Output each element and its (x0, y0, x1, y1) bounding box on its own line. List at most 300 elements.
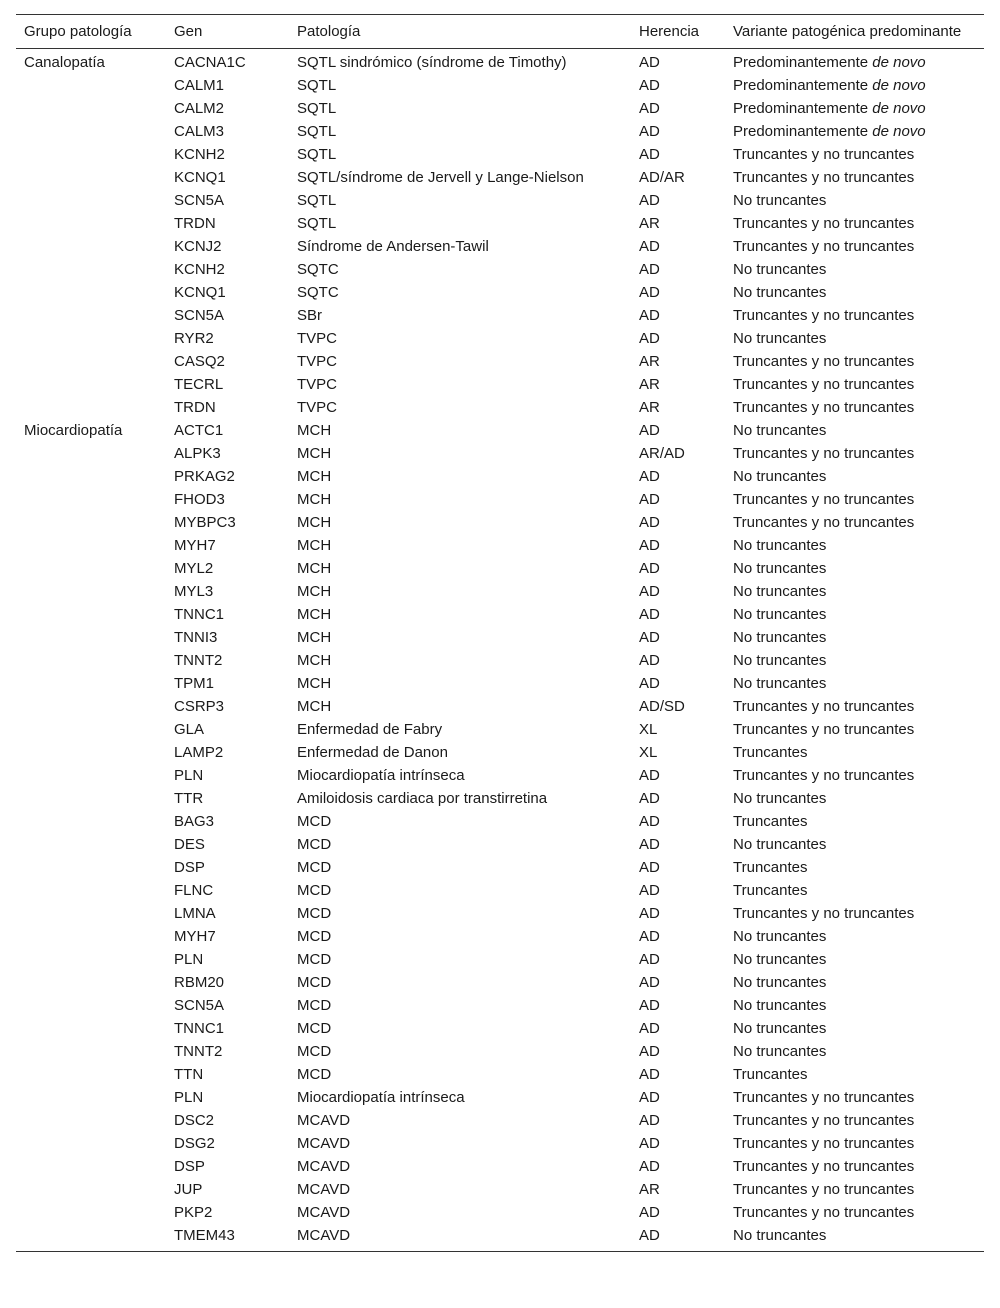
table-row (16, 603, 984, 626)
variant-text: No truncantes (733, 1020, 827, 1037)
variant-text: Predominantemente (733, 123, 873, 140)
table-row (16, 419, 984, 442)
cell-pathology: Amiloidosis cardiaca por transtirretina (297, 790, 548, 807)
cell-pathology: TVPC (297, 376, 338, 393)
cell-variant (725, 534, 984, 557)
cell-pathology: MCH (297, 606, 332, 623)
cell-group (16, 557, 166, 580)
cell-variant (725, 1178, 984, 1201)
cell-gene: MYH7 (174, 928, 216, 945)
variant-text: Truncantes y no truncantes (733, 146, 915, 163)
cell-inheritance: AD (639, 491, 660, 508)
cell-pathology: SQTC (297, 261, 339, 278)
variant-text: Truncantes y no truncantes (733, 169, 915, 186)
variant-text: Truncantes y no truncantes (733, 307, 915, 324)
cell-gene: PRKAG2 (174, 468, 235, 485)
cell-gene: TMEM43 (174, 1227, 235, 1244)
cell-variant (725, 718, 984, 741)
cell-pathology: SQTL/síndrome de Jervell y Lange-Nielson (297, 169, 584, 186)
table-row (16, 787, 984, 810)
cell-pathology: MCH (297, 445, 332, 462)
cell-variant (725, 235, 984, 258)
cell-pathology: MCD (297, 997, 332, 1014)
table-row (16, 649, 984, 672)
cell-gene: KCNH2 (174, 261, 225, 278)
cell-group (16, 879, 166, 902)
cell-gene: MYH7 (174, 537, 216, 554)
cell-group (16, 649, 166, 672)
header-inheritance: Herencia (639, 23, 700, 40)
variant-text: Truncantes y no truncantes (733, 353, 915, 370)
table-row (16, 49, 984, 75)
cell-variant (725, 442, 984, 465)
cell-inheritance: AD (639, 284, 660, 301)
variant-text: Truncantes y no truncantes (733, 215, 915, 232)
cell-pathology: TVPC (297, 353, 338, 370)
cell-pathology: MCD (297, 859, 332, 876)
cell-pathology: MCH (297, 675, 332, 692)
header-group: Grupo patología (24, 23, 132, 40)
cell-inheritance: XL (639, 721, 658, 738)
cell-variant (725, 258, 984, 281)
cell-gene: DSC2 (174, 1112, 215, 1129)
variant-text: No truncantes (733, 537, 827, 554)
cell-inheritance: AD (639, 629, 660, 646)
table-row (16, 304, 984, 327)
cell-group (16, 235, 166, 258)
cell-inheritance: AD (639, 767, 660, 784)
table-row (16, 971, 984, 994)
cell-group (16, 189, 166, 212)
cell-gene: CACNA1C (174, 54, 246, 71)
cell-pathology: MCH (297, 514, 332, 531)
cell-pathology: MCH (297, 491, 332, 508)
variant-text: Truncantes (733, 1066, 808, 1083)
cell-group (16, 1063, 166, 1086)
variant-text: Truncantes (733, 744, 808, 761)
cell-inheritance: AD (639, 1135, 660, 1152)
cell-inheritance: AD (639, 1158, 660, 1175)
variant-text: No truncantes (733, 1043, 827, 1060)
cell-pathology: SQTL sindrómico (síndrome de Timothy) (297, 54, 567, 71)
cell-variant (725, 557, 984, 580)
table-row (16, 373, 984, 396)
cell-gene: SCN5A (174, 997, 225, 1014)
table-row (16, 212, 984, 235)
cell-gene: CALM3 (174, 123, 225, 140)
cell-variant (725, 787, 984, 810)
variant-text: Truncantes y no truncantes (733, 376, 915, 393)
cell-inheritance: AR (639, 1181, 660, 1198)
cell-variant (725, 1017, 984, 1040)
cell-gene: PKP2 (174, 1204, 213, 1221)
cell-group (16, 166, 166, 189)
cell-inheritance: AD (639, 583, 660, 600)
cell-group (16, 304, 166, 327)
variant-text: No truncantes (733, 836, 827, 853)
cell-pathology: MCD (297, 1066, 332, 1083)
cell-variant (725, 902, 984, 925)
cell-inheritance: AD (639, 882, 660, 899)
cell-inheritance: AD (639, 997, 660, 1014)
cell-gene: TECRL (174, 376, 224, 393)
table-row (16, 1155, 984, 1178)
header-pathology: Patología (297, 23, 361, 40)
cell-group (16, 1040, 166, 1063)
cell-inheritance: AD (639, 123, 660, 140)
cell-pathology: MCD (297, 905, 332, 922)
cell-variant (725, 488, 984, 511)
table-header (16, 15, 984, 49)
cell-pathology: MCD (297, 836, 332, 853)
cell-inheritance: AD (639, 905, 660, 922)
table-row (16, 258, 984, 281)
cell-inheritance: AD (639, 468, 660, 485)
cell-variant (725, 948, 984, 971)
variant-text: No truncantes (733, 560, 827, 577)
cell-pathology: Miocardiopatía intrínseca (297, 767, 465, 784)
cell-inheritance: AD (639, 1112, 660, 1129)
cell-pathology: Miocardiopatía intrínseca (297, 1089, 465, 1106)
cell-variant (725, 1132, 984, 1155)
cell-gene: BAG3 (174, 813, 215, 830)
cell-gene: PLN (174, 767, 204, 784)
cell-gene: TNNC1 (174, 606, 225, 623)
cell-group (16, 327, 166, 350)
variant-text: Truncantes y no truncantes (733, 1135, 915, 1152)
cell-group (16, 511, 166, 534)
table-row (16, 143, 984, 166)
cell-group (16, 902, 166, 925)
table-row (16, 350, 984, 373)
cell-pathology: SQTL (297, 100, 337, 117)
table-row (16, 1178, 984, 1201)
cell-pathology: SQTL (297, 146, 337, 163)
cell-group (16, 396, 166, 419)
cell-pathology: MCAVD (297, 1158, 351, 1175)
cell-inheritance: AD (639, 1089, 660, 1106)
cell-gene: DSP (174, 859, 205, 876)
variant-text: No truncantes (733, 629, 827, 646)
cell-variant (725, 304, 984, 327)
cell-variant (725, 373, 984, 396)
table-row (16, 672, 984, 695)
table-row (16, 465, 984, 488)
cell-inheritance: AD (639, 928, 660, 945)
table-row (16, 764, 984, 787)
table-row (16, 1132, 984, 1155)
table-row (16, 879, 984, 902)
cell-gene: GLA (174, 721, 205, 738)
variant-text: No truncantes (733, 928, 827, 945)
cell-pathology: MCAVD (297, 1181, 351, 1198)
cell-pathology: MCH (297, 629, 332, 646)
variant-text: Truncantes y no truncantes (733, 721, 915, 738)
cell-group (16, 1132, 166, 1155)
cell-pathology: MCD (297, 951, 332, 968)
variant-text: Predominantemente (733, 100, 873, 117)
cell-pathology: MCH (297, 698, 332, 715)
cell-gene: KCNH2 (174, 146, 225, 163)
cell-variant (725, 856, 984, 879)
cell-variant (725, 580, 984, 603)
cell-group (16, 465, 166, 488)
cell-group (16, 97, 166, 120)
cell-variant (725, 189, 984, 212)
cell-group (16, 1155, 166, 1178)
cell-inheritance: AR/AD (639, 445, 685, 462)
cell-group (16, 764, 166, 787)
cell-inheritance: AD (639, 652, 660, 669)
cell-group (16, 350, 166, 373)
cell-group (16, 1224, 166, 1252)
cell-group (16, 948, 166, 971)
variant-text: Truncantes (733, 882, 808, 899)
cell-gene: CSRP3 (174, 698, 225, 715)
cell-variant (725, 764, 984, 787)
variant-text: No truncantes (733, 1227, 827, 1244)
cell-gene: MYBPC3 (174, 514, 236, 531)
cell-inheritance: AD (639, 813, 660, 830)
cell-gene: DSG2 (174, 1135, 215, 1152)
cell-inheritance: AD/SD (639, 698, 685, 715)
cell-pathology: MCH (297, 583, 332, 600)
cell-group (16, 810, 166, 833)
cell-variant (725, 74, 984, 97)
cell-inheritance: AR (639, 399, 660, 416)
cell-gene: TPM1 (174, 675, 215, 692)
cell-variant (725, 994, 984, 1017)
cell-inheritance: AD (639, 422, 660, 439)
cell-gene: KCNJ2 (174, 238, 222, 255)
cell-gene: KCNQ1 (174, 284, 226, 301)
cell-gene: MYL2 (174, 560, 214, 577)
cell-variant (725, 97, 984, 120)
cell-inheritance: AD (639, 1227, 660, 1244)
cell-variant (725, 1040, 984, 1063)
variant-text: Truncantes (733, 813, 808, 830)
cell-variant (725, 350, 984, 373)
cell-variant (725, 419, 984, 442)
cell-inheritance: AD (639, 790, 660, 807)
cell-variant (725, 672, 984, 695)
table-row (16, 718, 984, 741)
cell-pathology: SQTL (297, 215, 337, 232)
cell-variant (725, 833, 984, 856)
cell-inheritance: AD (639, 859, 660, 876)
variant-text: No truncantes (733, 790, 827, 807)
cell-gene: TNNT2 (174, 652, 223, 669)
cell-gene: TNNT2 (174, 1043, 223, 1060)
cell-group (16, 695, 166, 718)
cell-inheritance: XL (639, 744, 658, 761)
cell-gene: TNNI3 (174, 629, 218, 646)
cell-variant (725, 166, 984, 189)
cell-group: Miocardiopatía (24, 422, 123, 439)
cell-group (16, 488, 166, 511)
cell-gene: TRDN (174, 399, 216, 416)
genes-table (16, 14, 984, 1252)
variant-text: No truncantes (733, 192, 827, 209)
table-row (16, 1017, 984, 1040)
table-row (16, 511, 984, 534)
cell-variant (725, 603, 984, 626)
variant-text: No truncantes (733, 652, 827, 669)
table-row (16, 1086, 984, 1109)
cell-variant (725, 465, 984, 488)
table-row (16, 741, 984, 764)
cell-pathology: MCH (297, 422, 332, 439)
cell-pathology: Enfermedad de Fabry (297, 721, 443, 738)
cell-inheritance: AD (639, 951, 660, 968)
cell-variant (725, 1224, 984, 1252)
variant-text: No truncantes (733, 422, 827, 439)
cell-group (16, 925, 166, 948)
cell-pathology: MCH (297, 560, 332, 577)
cell-group (16, 74, 166, 97)
variant-text: No truncantes (733, 997, 827, 1014)
cell-variant (725, 626, 984, 649)
cell-inheritance: AR (639, 353, 660, 370)
table-row (16, 74, 984, 97)
cell-pathology: MCH (297, 537, 332, 554)
cell-gene: ACTC1 (174, 422, 224, 439)
cell-group (16, 442, 166, 465)
cell-gene: ALPK3 (174, 445, 221, 462)
table-row (16, 626, 984, 649)
cell-group (16, 580, 166, 603)
cell-gene: KCNQ1 (174, 169, 226, 186)
cell-inheritance: AD (639, 560, 660, 577)
table-row (16, 534, 984, 557)
cell-group (16, 1109, 166, 1132)
cell-group (16, 534, 166, 557)
variant-text: Truncantes y no truncantes (733, 698, 915, 715)
header-gene: Gen (174, 23, 203, 40)
cell-group (16, 281, 166, 304)
table-row (16, 856, 984, 879)
variant-text: Truncantes y no truncantes (733, 1158, 915, 1175)
cell-group (16, 1086, 166, 1109)
variant-text: Truncantes y no truncantes (733, 1112, 915, 1129)
cell-pathology: MCD (297, 882, 332, 899)
cell-inheritance: AD (639, 606, 660, 623)
table-row (16, 810, 984, 833)
cell-group (16, 994, 166, 1017)
cell-group (16, 741, 166, 764)
table-row (16, 166, 984, 189)
variant-text: No truncantes (733, 284, 827, 301)
cell-inheritance: AR (639, 215, 660, 232)
cell-inheritance: AD (639, 675, 660, 692)
variant-emphasis: de novo (872, 54, 926, 71)
cell-pathology: MCAVD (297, 1135, 351, 1152)
cell-variant (725, 1063, 984, 1086)
cell-inheritance: AD (639, 1043, 660, 1060)
cell-variant (725, 741, 984, 764)
cell-gene: PLN (174, 1089, 204, 1106)
cell-gene: FHOD3 (174, 491, 225, 508)
cell-gene: SCN5A (174, 307, 225, 324)
variant-text: Truncantes (733, 859, 808, 876)
cell-inheritance: AD (639, 330, 660, 347)
cell-variant (725, 327, 984, 350)
cell-gene: FLNC (174, 882, 214, 899)
cell-pathology: MCD (297, 928, 332, 945)
table-row (16, 1201, 984, 1224)
cell-inheritance: AD (639, 307, 660, 324)
cell-inheritance: AD (639, 514, 660, 531)
cell-variant (725, 810, 984, 833)
cell-variant (725, 143, 984, 166)
cell-gene: SCN5A (174, 192, 225, 209)
cell-gene: JUP (174, 1181, 203, 1198)
cell-gene: CASQ2 (174, 353, 225, 370)
cell-variant (725, 1109, 984, 1132)
cell-inheritance: AD (639, 261, 660, 278)
table-row (16, 1063, 984, 1086)
cell-gene: DES (174, 836, 205, 853)
cell-variant (725, 1155, 984, 1178)
cell-inheritance: AD/AR (639, 169, 685, 186)
table-body (16, 49, 984, 1252)
cell-pathology: MCD (297, 974, 332, 991)
cell-group (16, 603, 166, 626)
table-row (16, 281, 984, 304)
cell-variant (725, 649, 984, 672)
cell-group (16, 1201, 166, 1224)
cell-group (16, 373, 166, 396)
header-row (16, 15, 984, 49)
table-row (16, 833, 984, 856)
cell-gene: DSP (174, 1158, 205, 1175)
cell-inheritance: AD (639, 54, 660, 71)
cell-inheritance: AD (639, 974, 660, 991)
variant-text: Truncantes y no truncantes (733, 1089, 915, 1106)
cell-group (16, 971, 166, 994)
cell-inheritance: AD (639, 77, 660, 94)
variant-emphasis: de novo (872, 123, 926, 140)
cell-variant (725, 1201, 984, 1224)
cell-pathology: MCAVD (297, 1204, 351, 1221)
table-row (16, 902, 984, 925)
variant-emphasis: de novo (872, 100, 926, 117)
cell-inheritance: AR (639, 376, 660, 393)
cell-pathology: MCAVD (297, 1112, 351, 1129)
variant-text: Truncantes y no truncantes (733, 905, 915, 922)
cell-group (16, 120, 166, 143)
variant-text: No truncantes (733, 468, 827, 485)
cell-gene: RYR2 (174, 330, 214, 347)
cell-variant (725, 120, 984, 143)
table-row (16, 97, 984, 120)
cell-variant (725, 925, 984, 948)
cell-group (16, 856, 166, 879)
header-variant: Variante patogénica predominante (733, 23, 962, 40)
variant-text: No truncantes (733, 606, 827, 623)
table-row (16, 557, 984, 580)
cell-variant (725, 212, 984, 235)
cell-pathology: TVPC (297, 399, 338, 416)
cell-inheritance: AD (639, 146, 660, 163)
cell-inheritance: AD (639, 192, 660, 209)
cell-variant (725, 695, 984, 718)
variant-text: No truncantes (733, 583, 827, 600)
cell-group (16, 787, 166, 810)
variant-text: Truncantes y no truncantes (733, 514, 915, 531)
table-row (16, 695, 984, 718)
table-row (16, 488, 984, 511)
